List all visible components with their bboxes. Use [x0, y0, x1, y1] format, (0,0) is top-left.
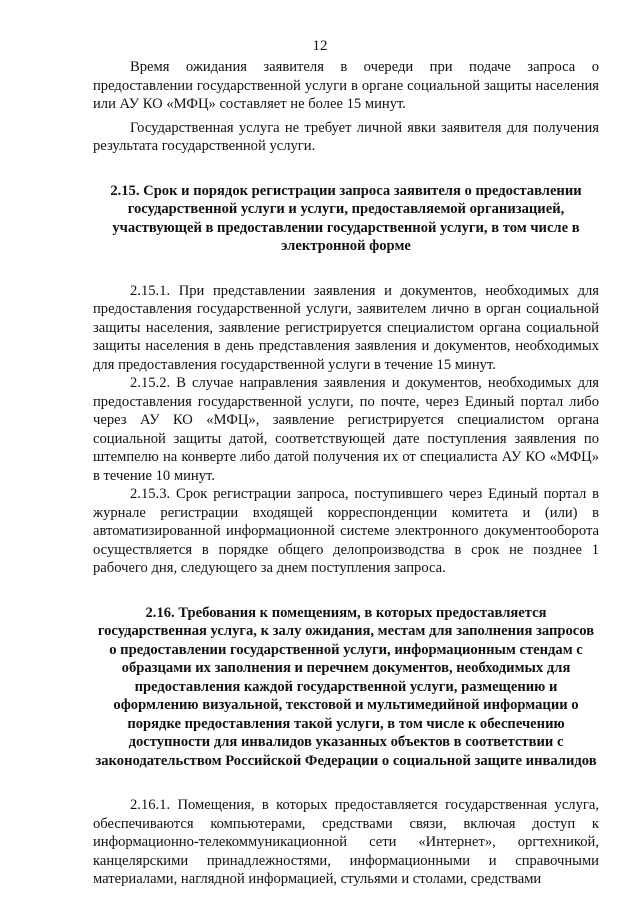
- paragraph-2-15-1: 2.15.1. При представлении заявления и документов, необходимых для предоставления государственной услуги, заявителем лично в орган социальной защиты населения, заявление регистрируется специалистом органа социальной защиты населения в день представления заявления и документов, необходимых для предоставления государственной услуги в течение 15 минут.: [93, 282, 599, 373]
- section-heading-2-15: 2.15. Срок и порядок регистрации запроса заявителя о предоставлении государственной услуги и услуги, предоставляемой организацией, участвующей в предоставлении государственной услуги, в том числе в электронной форме: [110, 182, 582, 254]
- paragraph-2-16-1: 2.16.1. Помещения, в которых предоставляется государственная услуга, обеспечиваются компьютерами, средствами связи, включая доступ к информационно-телекоммуникационной сети «Интернет», оргтехникой, канцелярскими принадлежностями, информационными и справочными материалами, наглядной информацией, стульями и столами, средствами: [93, 797, 599, 887]
- document-body: [93, 58, 599, 889]
- section-heading-2-16: 2.16. Требования к помещениям, в которых предоставляется государственная услуга, к залу ожидания, местам для заполнения запросов о предоставлении государственной услуги, информационным стендам с образцами их заполнения и перечнем документов, необходимых для предоставления каждой государственной услуги, размещению и оформлению визуальной, текстовой и мультимедийной информации о порядке предоставления такой услуги, в том числе к обеспечению доступности для инвалидов указанных объектов в соответствии с законодательством Российской Федерации о социальной защите инвалидов: [95, 604, 597, 769]
- page-number: 12: [312, 38, 328, 54]
- paragraph-no-personal-presence: Государственная услуга не требует личной явки заявителя для получения результата государственной услуги.: [93, 119, 599, 154]
- paragraph-2-15-2: 2.15.2. В случае направления заявления и документов, необходимых для предоставления государственной услуги, по почте, через Единый портал либо через АУ КО «МФЦ», заявление регистрируется специалистом органа социальной защиты датой, соответствующей дате поступления заявления по штемпелю на конверте либо датой получения их от специалиста АУ КО «МФЦ» в течение 10 минут.: [93, 375, 599, 484]
- paragraph-2-15-3: 2.15.3. Срок регистрации запроса, поступившего через Единый портал в журнале регистрации входящей корреспонденции комитета и (или) в автоматизированной информационной системе электронного документооборота осуществляется в порядке общего делопроизводства в срок не позднее 1 рабочего дня, следующего за днем поступления запроса.: [93, 486, 599, 576]
- paragraph-waiting-time: Время ожидания заявителя в очереди при подаче запроса о предоставлении государственной услуги в органе социальной защиты населения или АУ КО «МФЦ» составляет не более 15 минут.: [93, 59, 599, 112]
